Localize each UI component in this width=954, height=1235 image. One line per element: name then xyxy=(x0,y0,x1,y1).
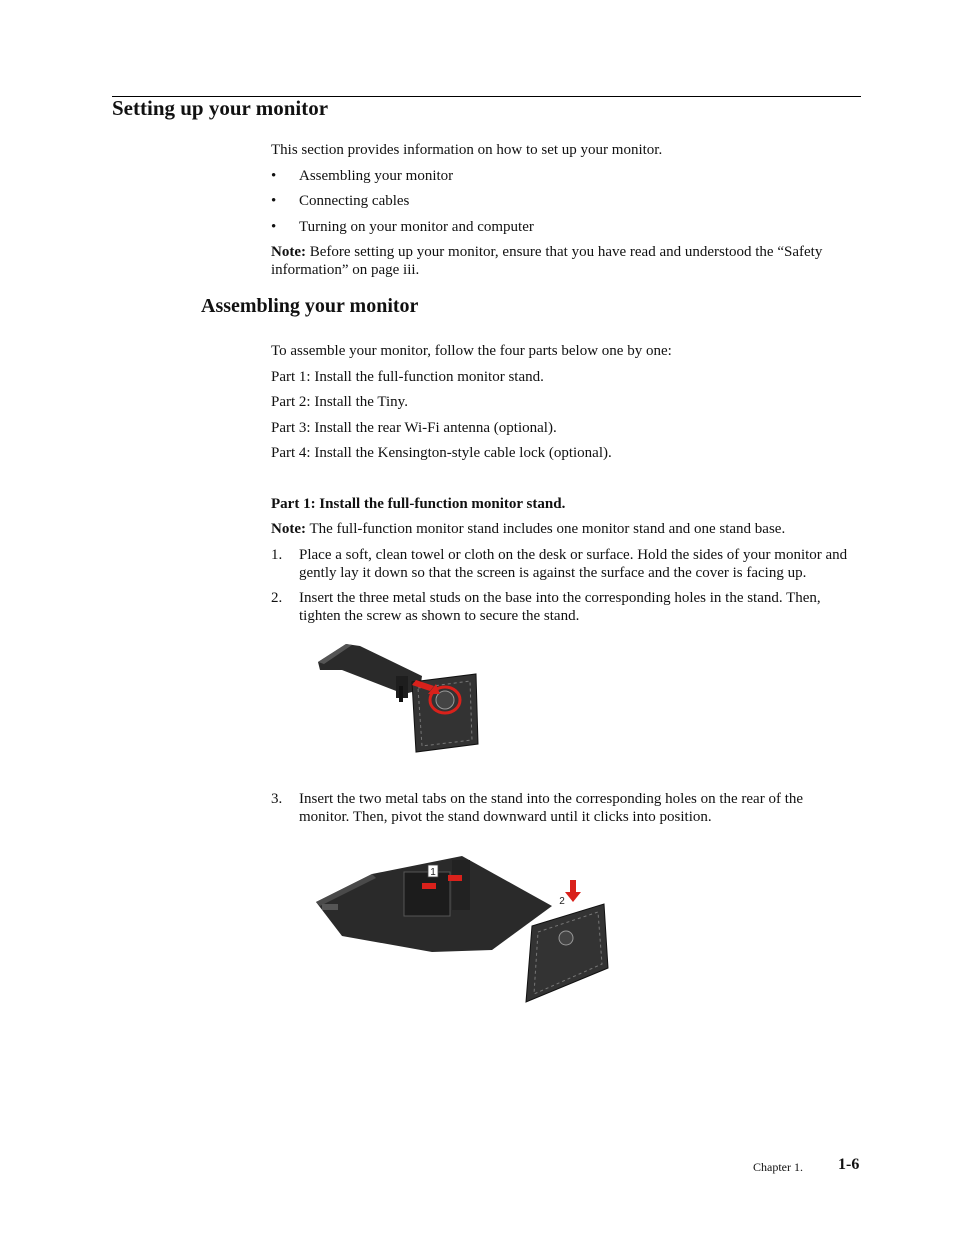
bullet-dot: • xyxy=(271,168,277,184)
stand-neck xyxy=(452,860,470,910)
note-text: Before setting up your monitor, ensure that you have read and understood the “Safety information” on page iii. xyxy=(271,244,823,278)
tab-arrow-2 xyxy=(448,875,462,881)
monitor-stand-tabs-illustration xyxy=(312,852,612,1007)
step-text: Place a soft, clean towel or cloth on the desk or surface. Hold the sides of your monitor and gently lay it down so that the screen is against the surface and the cover is facing up. xyxy=(299,547,848,581)
bullet-dot: • xyxy=(271,219,277,235)
bullet-text: Assembling your monitor xyxy=(299,168,454,184)
step-number: 3. xyxy=(271,791,283,807)
part1-heading: Part 1: Install the full-function monitor stand. xyxy=(271,496,566,512)
note-text: The full-function monitor stand includes one monitor stand and one stand base. xyxy=(305,521,786,537)
section-intro: This section provides information on how to set up your monitor. xyxy=(271,142,663,158)
footer-chapter: Chapter 1. xyxy=(753,1160,803,1174)
bullet-text: Turning on your monitor and computer xyxy=(299,219,534,235)
section-title: Setting up your monitor xyxy=(112,96,329,120)
stand-post-foot xyxy=(399,686,403,702)
part-list-item: Part 1: Install the full-function monitor stand. xyxy=(271,369,544,385)
assembling-title: Assembling your monitor xyxy=(201,295,419,317)
logo-plate xyxy=(322,904,338,910)
step-number: 2. xyxy=(271,590,283,606)
note-label: Note: xyxy=(271,244,306,260)
callout-label-1: 1 xyxy=(430,867,436,878)
part-list-item: Part 3: Install the rear Wi-Fi antenna (optional). xyxy=(271,420,557,436)
tab-arrow-1 xyxy=(422,883,436,889)
pivot-arrow-shaft xyxy=(570,880,576,894)
step-number: 1. xyxy=(271,547,283,563)
stand-screw-illustration xyxy=(312,636,482,756)
part-list-item: Part 2: Install the Tiny. xyxy=(271,394,408,410)
mount-area xyxy=(404,872,450,916)
page-number: 1-6 xyxy=(838,1156,860,1173)
note-label: Note: xyxy=(271,521,306,537)
assembling-intro: To assemble your monitor, follow the four parts below one by one: xyxy=(271,343,672,359)
part1-note xyxy=(271,520,856,538)
bullet-text: Connecting cables xyxy=(299,193,410,209)
step-text: Insert the two metal tabs on the stand into the corresponding holes on the rear of the monitor. Then, pivot the stand downward until it clicks into position. xyxy=(299,791,804,825)
bullet-dot: • xyxy=(271,193,277,209)
safety-note xyxy=(271,243,856,279)
part-list-item: Part 4: Install the Kensington-style cable lock (optional). xyxy=(271,445,612,461)
step-text: Insert the three metal studs on the base into the corresponding holes in the stand. Then, tighten the screw as shown to secure the stand. xyxy=(299,590,821,624)
base-plate xyxy=(526,904,608,1002)
callout-label-2: 2 xyxy=(559,896,565,907)
pivot-arrow-head xyxy=(565,892,581,902)
screw xyxy=(559,931,573,945)
